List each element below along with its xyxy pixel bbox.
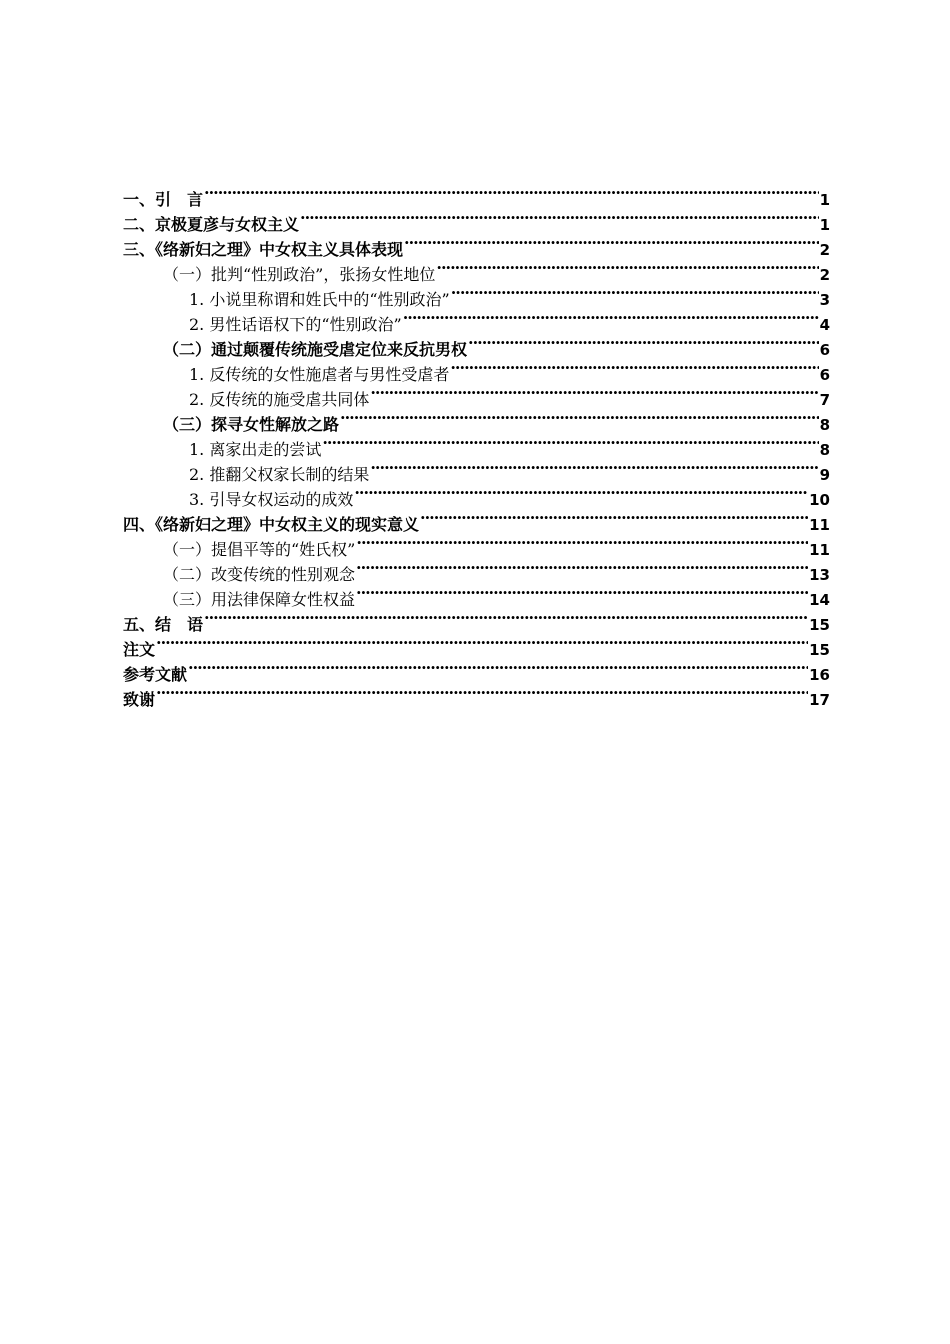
toc-entry-title: 2. 男性话语权下的“性别政治” [189, 315, 402, 334]
toc-entry-page-number: 17 [809, 691, 830, 709]
toc-entry-page-number: 3 [819, 291, 830, 309]
toc-entry-page-number: 15 [809, 616, 830, 634]
dot-leader [354, 480, 808, 505]
dot-leader [420, 505, 808, 530]
dot-leader [403, 305, 819, 330]
toc-entry[interactable] [123, 205, 830, 234]
toc-entry-title: 二、京极夏彦与女权主义 [123, 215, 300, 234]
dot-leader [356, 555, 808, 580]
toc-entry-title: 参考文献 [123, 665, 188, 684]
dot-leader [340, 405, 819, 430]
dot-leader [404, 230, 819, 255]
dot-leader [322, 430, 818, 455]
toc-entry-page-number: 13 [809, 566, 830, 584]
toc-entry-page-number: 1 [819, 191, 830, 209]
toc-entry[interactable] [123, 605, 830, 634]
toc-entry[interactable] [123, 655, 830, 684]
toc-entry-title: 致谢 [123, 690, 156, 709]
toc-entry-title: （一）批判“性别政治”，张扬女性地位 [163, 265, 436, 284]
dot-leader [204, 605, 808, 630]
toc-entry-page-number: 1 [819, 216, 830, 234]
toc-entry-page-number: 6 [819, 366, 830, 384]
dot-leader [356, 580, 808, 605]
toc-entry-title: 3. 引导女权运动的成效 [189, 490, 354, 509]
dot-leader [451, 280, 819, 305]
toc-entry-page-number: 2 [819, 241, 830, 259]
toc-entry-title: 1. 小说里称谓和姓氏中的“性别政治” [189, 290, 450, 309]
toc-entry-page-number: 2 [819, 266, 830, 284]
toc-entry-page-number: 4 [819, 316, 830, 334]
toc-entry-title: （三）探寻女性解放之路 [163, 415, 340, 434]
toc-entry-title: 1. 反传统的女性施虐者与男性受虐者 [189, 365, 450, 384]
toc-entry-title: 1. 离家出走的尝试 [189, 440, 322, 459]
toc-entry-title: （三）用法律保障女性权益 [163, 590, 356, 609]
toc-entry-title: 一、引 言 [123, 190, 204, 209]
table-of-contents [123, 180, 830, 709]
toc-entry-title: 2. 反传统的施受虐共同体 [189, 390, 370, 409]
dot-leader [436, 255, 818, 280]
toc-entry-title: 五、结 语 [123, 615, 204, 634]
toc-entry-title: （二）改变传统的性别观念 [163, 565, 356, 584]
toc-entry-page-number: 14 [809, 591, 830, 609]
toc-entry[interactable] [123, 680, 830, 709]
toc-entry-title: 四、《络新妇之理》中女权主义的现实意义 [123, 515, 420, 534]
dot-leader [468, 330, 819, 355]
toc-entry-page-number: 8 [819, 441, 830, 459]
dot-leader [156, 630, 808, 655]
toc-entry-page-number: 15 [809, 641, 830, 659]
toc-entry[interactable] [123, 180, 830, 209]
dot-leader [356, 530, 808, 555]
toc-entry-page-number: 11 [809, 516, 830, 534]
dot-leader [156, 680, 808, 705]
toc-entry-page-number: 6 [819, 341, 830, 359]
toc-entry-title: （二）通过颠覆传统施受虐定位来反抗男权 [163, 340, 468, 359]
dot-leader [370, 380, 818, 405]
toc-entry-page-number: 8 [819, 416, 830, 434]
toc-entry[interactable] [123, 630, 830, 659]
toc-entry-page-number: 9 [819, 466, 830, 484]
dot-leader [204, 180, 819, 205]
toc-entry-page-number: 11 [809, 541, 830, 559]
toc-entry-page-number: 16 [809, 666, 830, 684]
toc-entry-page-number: 7 [819, 391, 830, 409]
dot-leader [188, 655, 808, 680]
dot-leader [300, 205, 819, 230]
toc-entry-title: 2. 推翻父权家长制的结果 [189, 465, 370, 484]
toc-entry-title: 注文 [123, 640, 156, 659]
dot-leader [370, 455, 818, 480]
toc-entry-title: 三、《络新妇之理》中女权主义具体表现 [123, 240, 404, 259]
toc-entry-page-number: 10 [809, 491, 830, 509]
dot-leader [450, 355, 818, 380]
toc-entry-title: （一）提倡平等的“姓氏权” [163, 540, 356, 559]
